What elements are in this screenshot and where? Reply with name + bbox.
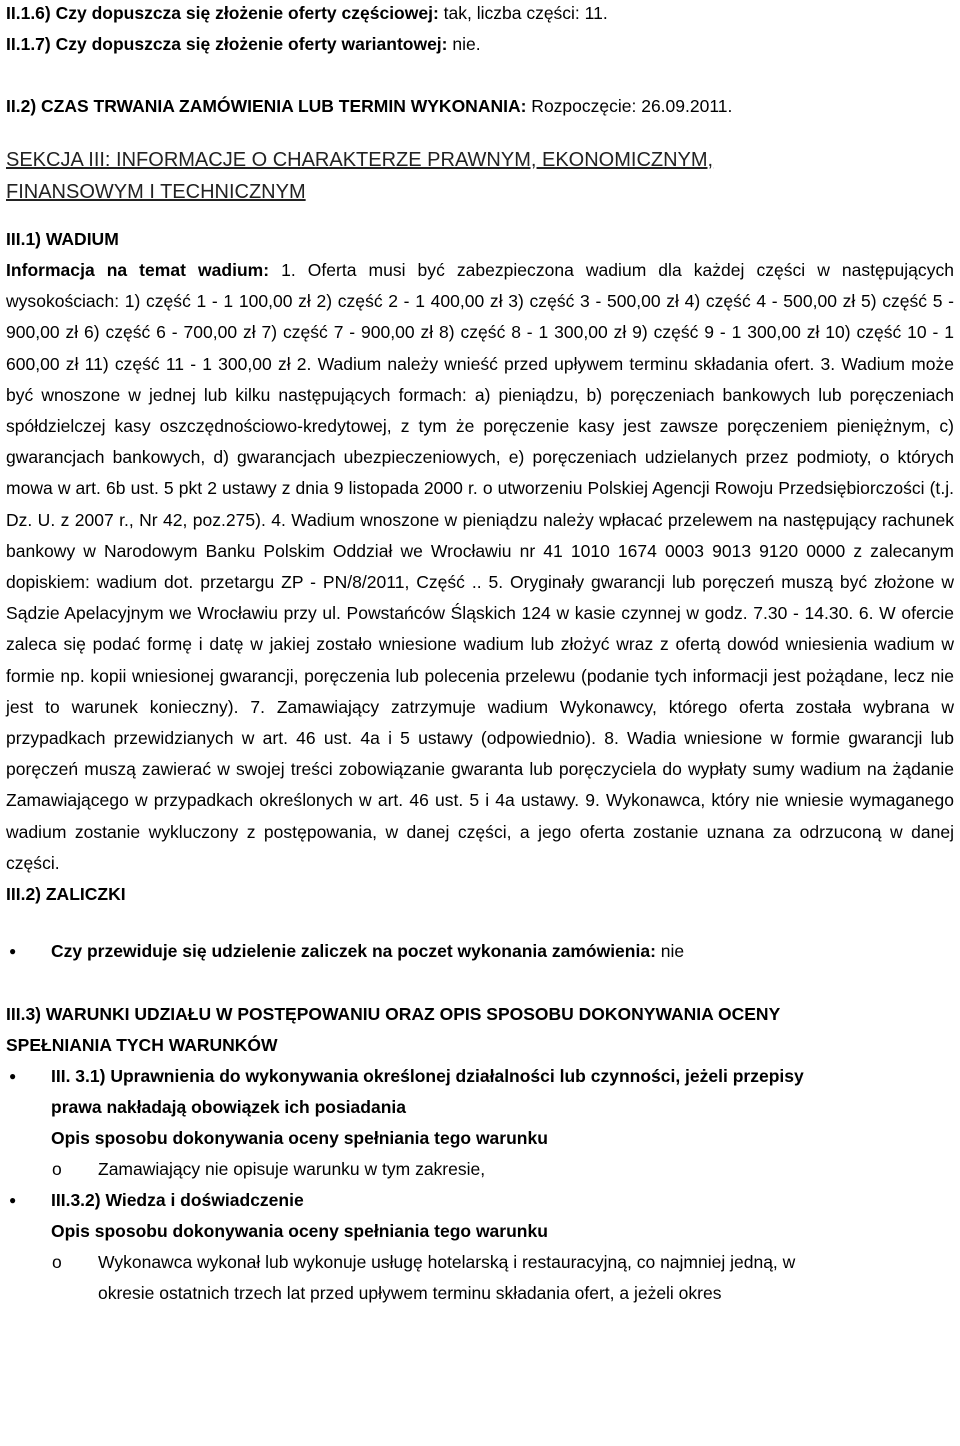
list-item-wiedza <box>6 1185 956 1216</box>
line-oferta-czesciowa <box>6 0 956 29</box>
document-page <box>6 0 956 1309</box>
value-zaliczki: nie <box>655 941 685 962</box>
sub-item-wiedza-line-1: Wykonawca wykonał lub wykonuje usługę hotelarską i restauracyjną, co najmniej jedną, w <box>98 1252 796 1273</box>
sub-item-wiedza-line-2: okresie ostatnich trzech lat przed upływem terminu składania ofert, a jeżeli okres <box>98 1283 722 1304</box>
sub-item-uprawnienia <box>6 1154 956 1185</box>
opis-label-wiedza: Opis sposobu dokonywania oceny spełniania tego warunku <box>51 1221 548 1242</box>
text-wadium-info: 1. Oferta musi być zabezpieczona wadium dla każdej części w następujących wysokościach: 1) część 1 - 1 100,00 zł 2) część 2 - 1 400,00 zł 3) część 3 - 500,00 zł 4) część 4 - 500,00 zł 5) część 5 - 900,00 zł 6) część 6 - 700,00 zł 7) część 7 - 900,00 zł 8) część 8 - 1 300,00 zł 9) część 9 - 1 300,00 zł 10) część 10 - 1 600,00 zł 11) część 11 - 1 300,00 zł 2. Wadium należy wnieść przed upływem terminu składania ofert. 3. Wadium może być wnoszone w jednej lub kilku następujących formach: a) pieniądzu, b) poręczeniach bankowych lub poręczeniach spółdzielczej kasy oszczędnościowo-kredytowej, z tym że poręczenie kasy jest zawsze poręczeniem pieniężnym, c) gwarancjach bankowych, d) gwarancjach ubezpieczeniowych, e) poręczeniach udzielanych przez podmioty, o których mowa w art. 6b ust. 5 pkt 2 ustawy z dnia 9 listopada 2000 r. o utworzeniu Polskiej Agencji Rowoju Przedsiębiorczości (t.j. Dz. U. z 2007 r., Nr 42, poz.275). 4. Wadium wnoszone w pieniądzu należy wpłacać przelewem na następujący rachunek bankowy w Narodowym Banku Polskim Oddział we Wrocławiu nr 41 1010 1674 0003 9013 9120 0000 z zalecanym dopiskiem: wadium dot. przetargu ZP - PN/8/2011, Część .. 5. Oryginały gwarancji lub poręczeń muszą być złożone w Sądzie Apelacyjnym we Wrocławiu przy ul. Powstańców Śląskich 124 w kasie czynnej w godz. 7.30 - 14.30. 6. W ofercie zaleca się podać formę i datę w jakiej zostało wniesione wadium lub złożyć wraz z ofertą dowód wniesienia wadium w formie np. kopii wniesionej gwarancji, poręczenia lub polecenia przelewu (podanie tych informacji jest pożądane, lecz nie jest to warunek konieczny). 7. Zamawiający zatrzymuje wadium Wykonawcy, którego oferta została wybrana w przypadkach przewidzianych w art. 46 ust. 4a i 5 ustawy (odpowiednio). 8. Wadia wniesione w formie gwarancji lub poręczeń muszą zawierać w swojej treści zobowiązanie gwaranta lub poręczyciela do wypłaty sumy wadium na żądanie Zamawiającego w przypadkach określonych w art. 46 ust. 5 i 4a ustawy. 9. Wykonawca, który nie wniesie wymaganego wadium zostanie wykluczony z postępowania, w danej części, a jego oferta zostanie uznana za odrzuconą w danej części. <box>6 260 954 873</box>
label-oferta-wariantowa: II.1.7) Czy dopuszcza się złożenie oferty wariantowej: <box>6 34 448 54</box>
line-oferta-wariantowa <box>6 29 956 60</box>
list-item-zaliczki <box>6 936 956 967</box>
uprawnienia-line-1: III. 3.1) Uprawnienia do wykonywania określonej działalności lub czynności, jeżeli przepisy <box>51 1066 804 1087</box>
sub-item-wiedza <box>6 1247 956 1309</box>
heading-warunki <box>6 999 956 1061</box>
circle-bullet-icon: o <box>52 1159 62 1180</box>
label-czas-trwania: II.2) CZAS TRWANIA ZAMÓWIENIA LUB TERMIN WYKONANIA: <box>6 96 527 116</box>
heading-wadium: III.1) WADIUM <box>6 229 119 249</box>
value-czas-trwania: Rozpoczęcie: 26.09.2011. <box>526 96 733 116</box>
value-oferta-czesciowa: tak, liczba części: 11. <box>438 3 608 23</box>
circle-bullet-icon: o <box>52 1252 62 1273</box>
value-oferta-wariantowa: nie. <box>447 34 481 54</box>
wadium-paragraph <box>6 255 954 879</box>
uprawnienia-line-2: prawa nakładają obowiązek ich posiadania <box>51 1097 406 1118</box>
heading-zaliczki: III.2) ZALICZKI <box>6 884 126 905</box>
opis-label-uprawnienia: Opis sposobu dokonywania oceny spełniania tego warunku <box>51 1128 548 1149</box>
sub-item-uprawnienia-text: Zamawiający nie opisuje warunku w tym zakresie, <box>98 1159 486 1180</box>
section-title-line-1: SEKCJA III: INFORMACJE O CHARAKTERZE PRAWNYM, EKONOMICZNYM, <box>6 149 714 171</box>
section-title-line-2: FINANSOWYM I TECHNICZNYM <box>6 181 306 203</box>
label-zaliczki-question: Czy przewiduje się udzielenie zaliczek na poczet wykonania zamówienia: <box>51 941 656 962</box>
bullet-icon: ● <box>9 944 17 959</box>
line-czas-trwania <box>6 91 956 122</box>
bullet-icon: ● <box>9 1069 17 1084</box>
bullet-icon: ● <box>9 1193 17 1208</box>
list-item-uprawnienia <box>6 1061 956 1123</box>
label-wadium-info: Informacja na temat wadium: <box>6 260 270 280</box>
label-oferta-czesciowa: II.1.6) Czy dopuszcza się złożenie oferty częściowej: <box>6 3 439 23</box>
wiedza-label: III.3.2) Wiedza i doświadczenie <box>51 1190 304 1211</box>
heading-warunki-line-1: III.3) WARUNKI UDZIAŁU W POSTĘPOWANIU ORAZ OPIS SPOSOBU DOKONYWANIA OCENY <box>6 1004 781 1025</box>
heading-warunki-line-2: SPEŁNIANIA TYCH WARUNKÓW <box>6 1035 278 1056</box>
section-heading <box>6 144 956 208</box>
